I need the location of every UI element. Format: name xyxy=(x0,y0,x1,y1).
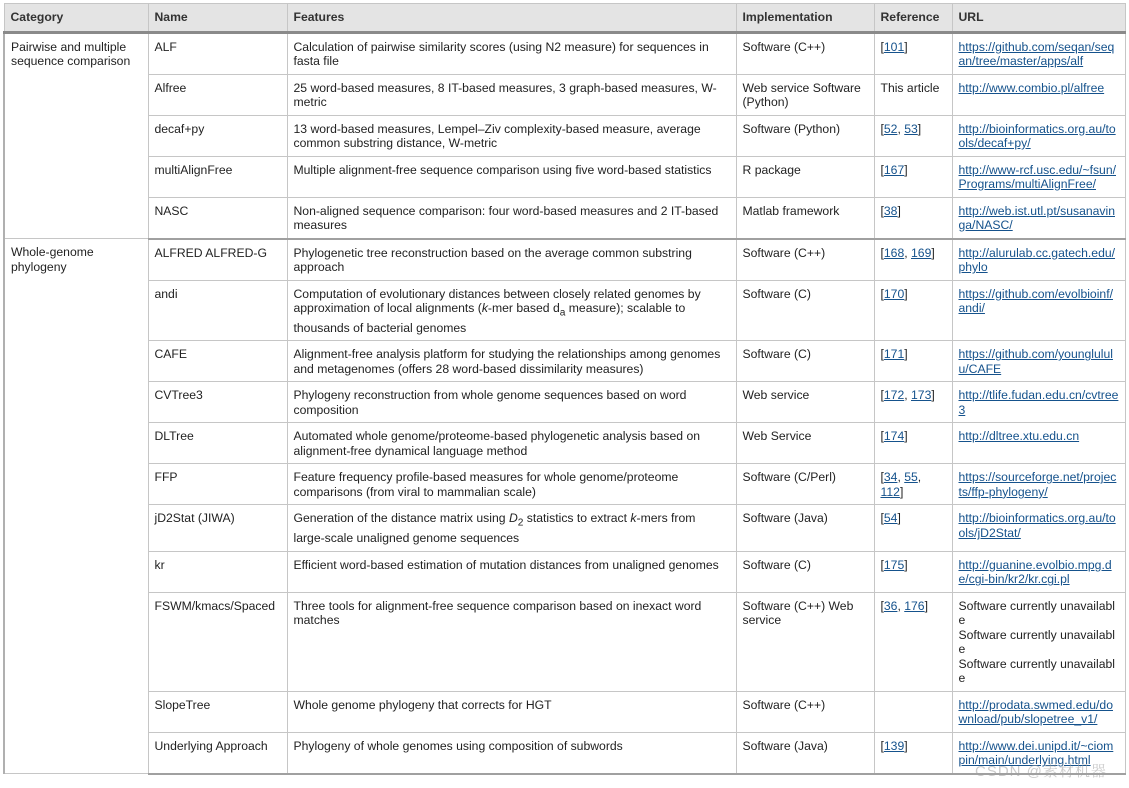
url-cell xyxy=(952,239,1125,281)
table-row xyxy=(4,732,1125,774)
reference-link[interactable]: 55 xyxy=(904,470,918,485)
reference-cell xyxy=(874,239,952,281)
reference-link[interactable]: 176 xyxy=(904,598,925,613)
reference-cell xyxy=(874,280,952,341)
features-italic: k xyxy=(630,511,637,526)
reference-link[interactable]: 168 xyxy=(883,245,905,260)
implementation-cell: Software (C++) xyxy=(736,32,874,74)
url-link[interactable]: https://github.com/younglululu/CAFE xyxy=(958,347,1113,376)
implementation-cell: Software (Java) xyxy=(736,732,874,774)
implementation-cell: Software (C/Perl) xyxy=(736,464,874,505)
table-row xyxy=(4,592,1125,691)
reference-link[interactable]: 167 xyxy=(883,162,905,177)
features-cell: 13 word-based measures, Lempel–Ziv complexity-based measure, average common substring distance, W-metric xyxy=(287,115,736,156)
reference-link[interactable]: 53 xyxy=(904,121,918,136)
reference-cell xyxy=(874,732,952,774)
url-cell xyxy=(952,551,1125,592)
tool-name-cell: Underlying Approach xyxy=(148,732,287,774)
table-row xyxy=(4,197,1125,239)
bracket: [ xyxy=(880,39,884,54)
url-link[interactable]: https://sourceforge.net/projects/ffp-phylogeny/ xyxy=(958,470,1117,499)
features-text: Computation of evolutionary distances between closely related genomes by approximation of local alignments ( xyxy=(293,286,701,315)
header-reference: Reference xyxy=(874,4,952,33)
tool-name-cell: ALFRED ALFRED-G xyxy=(148,239,287,281)
separator: , xyxy=(917,470,922,485)
reference-link[interactable]: 170 xyxy=(883,286,905,301)
table-row xyxy=(4,691,1125,732)
features-cell: Calculation of pairwise similarity scores (using N2 measure) for sequences in fasta file xyxy=(287,32,736,74)
bracket: [ xyxy=(880,738,884,753)
implementation-cell: Web service xyxy=(736,382,874,423)
features-cell: Phylogeny reconstruction from whole genome sequences based on word composition xyxy=(287,382,736,423)
url-link[interactable]: https://github.com/evolbioinf/andi/ xyxy=(958,286,1113,315)
table-row xyxy=(4,382,1125,423)
implementation-cell: R package xyxy=(736,156,874,197)
table-row xyxy=(4,32,1125,74)
bracket: ] xyxy=(904,557,908,572)
header-implementation: Implementation xyxy=(736,4,874,33)
reference-cell xyxy=(874,592,952,691)
reference-link[interactable]: 112 xyxy=(880,484,900,499)
implementation-cell: Matlab framework xyxy=(736,197,874,239)
url-link[interactable]: http://prodata.swmed.edu/download/pub/slopetree_v1/ xyxy=(958,697,1113,727)
url-cell xyxy=(952,280,1125,341)
reference-cell xyxy=(874,505,952,551)
bracket: ] xyxy=(904,429,908,444)
bracket: ] xyxy=(917,121,922,136)
reference-cell xyxy=(874,382,952,423)
tool-name-cell: SlopeTree xyxy=(148,691,287,732)
features-subscript: a xyxy=(559,307,566,319)
bracket: ] xyxy=(904,162,908,177)
features-italic: k xyxy=(481,301,488,315)
reference-cell xyxy=(874,115,952,156)
bracket: ] xyxy=(897,511,901,526)
table-row xyxy=(4,156,1125,197)
header-name: Name xyxy=(148,4,287,33)
implementation-cell: Software (C) xyxy=(736,551,874,592)
features-cell: 25 word-based measures, 8 IT-based measures, 3 graph-based measures, W-metric xyxy=(287,74,736,115)
separator: , xyxy=(904,388,912,403)
features-text: Generation of the distance matrix using xyxy=(293,511,509,526)
features-cell: Phylogenetic tree reconstruction based on the average common substring approach xyxy=(287,239,736,281)
url-link[interactable]: http://www.dei.unipd.it/~ciompin/main/underlying.html xyxy=(958,738,1114,768)
url-cell xyxy=(952,197,1125,239)
reference-cell xyxy=(874,691,952,732)
reference-link[interactable]: 34 xyxy=(883,470,898,485)
features-cell: Automated whole genome/proteome-based phylogenetic analysis based on alignment-free dynamical language method xyxy=(287,423,736,464)
reference-link[interactable]: 169 xyxy=(911,245,932,260)
watermark: CSDN @素材机器 xyxy=(975,763,1107,780)
reference-cell xyxy=(874,32,952,74)
separator: , xyxy=(897,121,905,136)
bracket: [ xyxy=(880,598,884,613)
url-cell xyxy=(952,505,1125,551)
bracket: ] xyxy=(931,388,935,403)
tool-name-cell: NASC xyxy=(148,197,287,239)
tool-name-cell: DLTree xyxy=(148,423,287,464)
features-cell: Multiple alignment-free sequence comparison using five word-based statistics xyxy=(287,156,736,197)
unavailable-note: Software currently unavailable xyxy=(958,627,1115,657)
reference-cell xyxy=(874,464,952,505)
tool-name-cell: Alfree xyxy=(148,74,287,115)
bracket: ] xyxy=(904,738,908,753)
bracket: [ xyxy=(880,511,884,526)
reference-link[interactable]: 36 xyxy=(883,598,898,613)
reference-link[interactable]: 171 xyxy=(883,347,905,362)
url-cell xyxy=(952,382,1125,423)
table-row xyxy=(4,74,1125,115)
reference-link[interactable]: 54 xyxy=(883,511,898,526)
features-text: measure); scalable to thousands of bacterial genomes xyxy=(293,301,686,335)
reference-cell xyxy=(874,197,952,239)
reference-link[interactable]: 101 xyxy=(883,39,905,54)
features-cell: Whole genome phylogeny that corrects for HGT xyxy=(287,691,736,732)
bracket: [ xyxy=(880,162,884,177)
features-cell: Three tools for alignment-free sequence comparison based on inexact word matches xyxy=(287,592,736,691)
table-row xyxy=(4,280,1125,341)
bracket: ] xyxy=(904,347,908,362)
tool-name-cell: FFP xyxy=(148,464,287,505)
reference-link[interactable]: 52 xyxy=(883,121,898,136)
reference-cell xyxy=(874,156,952,197)
features-cell: Non-aligned sequence comparison: four word-based measures and 2 IT-based measures xyxy=(287,197,736,239)
implementation-cell: Software (C++) Web service xyxy=(736,592,874,691)
features-cell xyxy=(287,505,736,551)
bracket: [ xyxy=(880,121,884,136)
features-cell: Phylogeny of whole genomes using composition of subwords xyxy=(287,732,736,774)
category-cell: Pairwise and multiple sequence comparison xyxy=(4,32,148,239)
category-cell: Whole-genome phylogeny xyxy=(4,239,148,774)
url-cell xyxy=(952,156,1125,197)
reference-link[interactable]: 172 xyxy=(883,388,905,403)
bracket: [ xyxy=(880,245,884,260)
bracket: [ xyxy=(880,203,884,218)
url-cell xyxy=(952,732,1125,774)
table-row xyxy=(4,341,1125,382)
table-row xyxy=(4,115,1125,156)
bracket: [ xyxy=(880,286,884,301)
implementation-cell: Software (Python) xyxy=(736,115,874,156)
features-cell: Efficient word-based estimation of mutation distances from unaligned genomes xyxy=(287,551,736,592)
implementation-cell: Software (C++) xyxy=(736,691,874,732)
url-link[interactable]: http://bioinformatics.org.au/tools/jD2Stat/ xyxy=(958,511,1116,540)
header-row xyxy=(4,4,1125,33)
features-text: statistics to extract xyxy=(523,511,631,526)
bracket: ] xyxy=(904,286,908,301)
implementation-cell: Software (C) xyxy=(736,280,874,341)
tool-name-cell: kr xyxy=(148,551,287,592)
table-row xyxy=(4,551,1125,592)
implementation-cell: Software (C++) xyxy=(736,239,874,281)
implementation-cell: Software (Java) xyxy=(736,505,874,551)
features-subscript: 2 xyxy=(517,517,524,529)
bracket: ] xyxy=(924,598,928,613)
url-cell xyxy=(952,341,1125,382)
bracket: [ xyxy=(880,388,884,403)
features-cell xyxy=(287,280,736,341)
reference-link[interactable]: 38 xyxy=(883,203,898,218)
features-text: -mer based d xyxy=(487,301,560,315)
tool-name-cell: ALF xyxy=(148,32,287,74)
table-row xyxy=(4,464,1125,505)
tool-name-cell: CAFE xyxy=(148,341,287,382)
tool-name-cell: decaf+py xyxy=(148,115,287,156)
separator: , xyxy=(897,470,905,485)
url-cell xyxy=(952,464,1125,505)
tool-name-cell: FSWM/kmacs/Spaced xyxy=(148,592,287,691)
bracket: ] xyxy=(931,245,935,260)
header-url: URL xyxy=(952,4,1125,33)
url-cell xyxy=(952,115,1125,156)
tool-name-cell: jD2Stat (JIWA) xyxy=(148,505,287,551)
url-link[interactable]: http://web.ist.utl.pt/susanavinga/NASC/ xyxy=(958,203,1115,232)
url-cell xyxy=(952,592,1125,691)
features-cell: Feature frequency profile-based measures for whole genome/proteome comparisons (from viral to mammalian scale) xyxy=(287,464,736,505)
tool-name-cell: CVTree3 xyxy=(148,382,287,423)
header-category: Category xyxy=(4,4,148,33)
header-features: Features xyxy=(287,4,736,33)
url-link[interactable]: http://bioinformatics.org.au/tools/decaf+py/ xyxy=(958,121,1116,150)
bracket: ] xyxy=(897,203,901,218)
features-cell: Alignment-free analysis platform for studying the relationships among genomes and metagenomes (offers 28 word-based dissimilarity measures) xyxy=(287,341,736,382)
table-row xyxy=(4,505,1125,551)
features-text: -mers from large-scale unaligned genome sequences xyxy=(293,511,696,546)
url-cell xyxy=(952,74,1125,115)
reference-cell: This article xyxy=(874,74,952,115)
separator: , xyxy=(897,598,905,613)
url-cell xyxy=(952,423,1125,464)
reference-cell xyxy=(874,551,952,592)
table-row xyxy=(4,239,1125,281)
implementation-cell: Web service Software (Python) xyxy=(736,74,874,115)
url-link[interactable]: http://www.combio.pl/alfree xyxy=(958,80,1105,95)
bracket: [ xyxy=(880,470,884,485)
bracket: [ xyxy=(880,347,884,362)
url-link[interactable]: http://tlife.fudan.edu.cn/cvtree3 xyxy=(958,388,1119,417)
features-italic: D xyxy=(508,511,518,526)
reference-link[interactable]: 139 xyxy=(883,738,905,753)
reference-cell xyxy=(874,423,952,464)
bracket: ] xyxy=(904,39,908,54)
tool-name-cell: andi xyxy=(148,280,287,341)
table-row xyxy=(4,423,1125,464)
unavailable-note: Software currently unavailable xyxy=(958,656,1115,686)
reference-cell xyxy=(874,341,952,382)
url-cell xyxy=(952,32,1125,74)
implementation-cell: Software (C) xyxy=(736,341,874,382)
url-link[interactable]: http://alurulab.cc.gatech.edu/phylo xyxy=(958,245,1116,274)
tool-name-cell: multiAlignFree xyxy=(148,156,287,197)
bracket: ] xyxy=(899,484,904,499)
url-link[interactable]: http://guanine.evolbio.mpg.de/cgi-bin/kr2/kr.cgi.pl xyxy=(958,557,1112,587)
unavailable-note: Software currently unavailable xyxy=(958,598,1115,628)
tools-table xyxy=(3,3,1126,775)
separator: , xyxy=(904,245,912,260)
reference-link[interactable]: 173 xyxy=(911,388,932,403)
reference-link[interactable]: 175 xyxy=(883,557,905,572)
reference-link[interactable]: 174 xyxy=(883,429,905,444)
url-link[interactable]: https://github.com/seqan/seqan/tree/master/apps/alf xyxy=(958,39,1115,68)
url-link[interactable]: http://www-rcf.usc.edu/~fsun/Programs/multiAlignFree/ xyxy=(958,162,1116,191)
url-cell xyxy=(952,691,1125,732)
url-link[interactable]: http://dltree.xtu.edu.cn xyxy=(958,429,1080,444)
implementation-cell: Web Service xyxy=(736,423,874,464)
bracket: [ xyxy=(880,557,884,572)
bracket: [ xyxy=(880,429,884,444)
